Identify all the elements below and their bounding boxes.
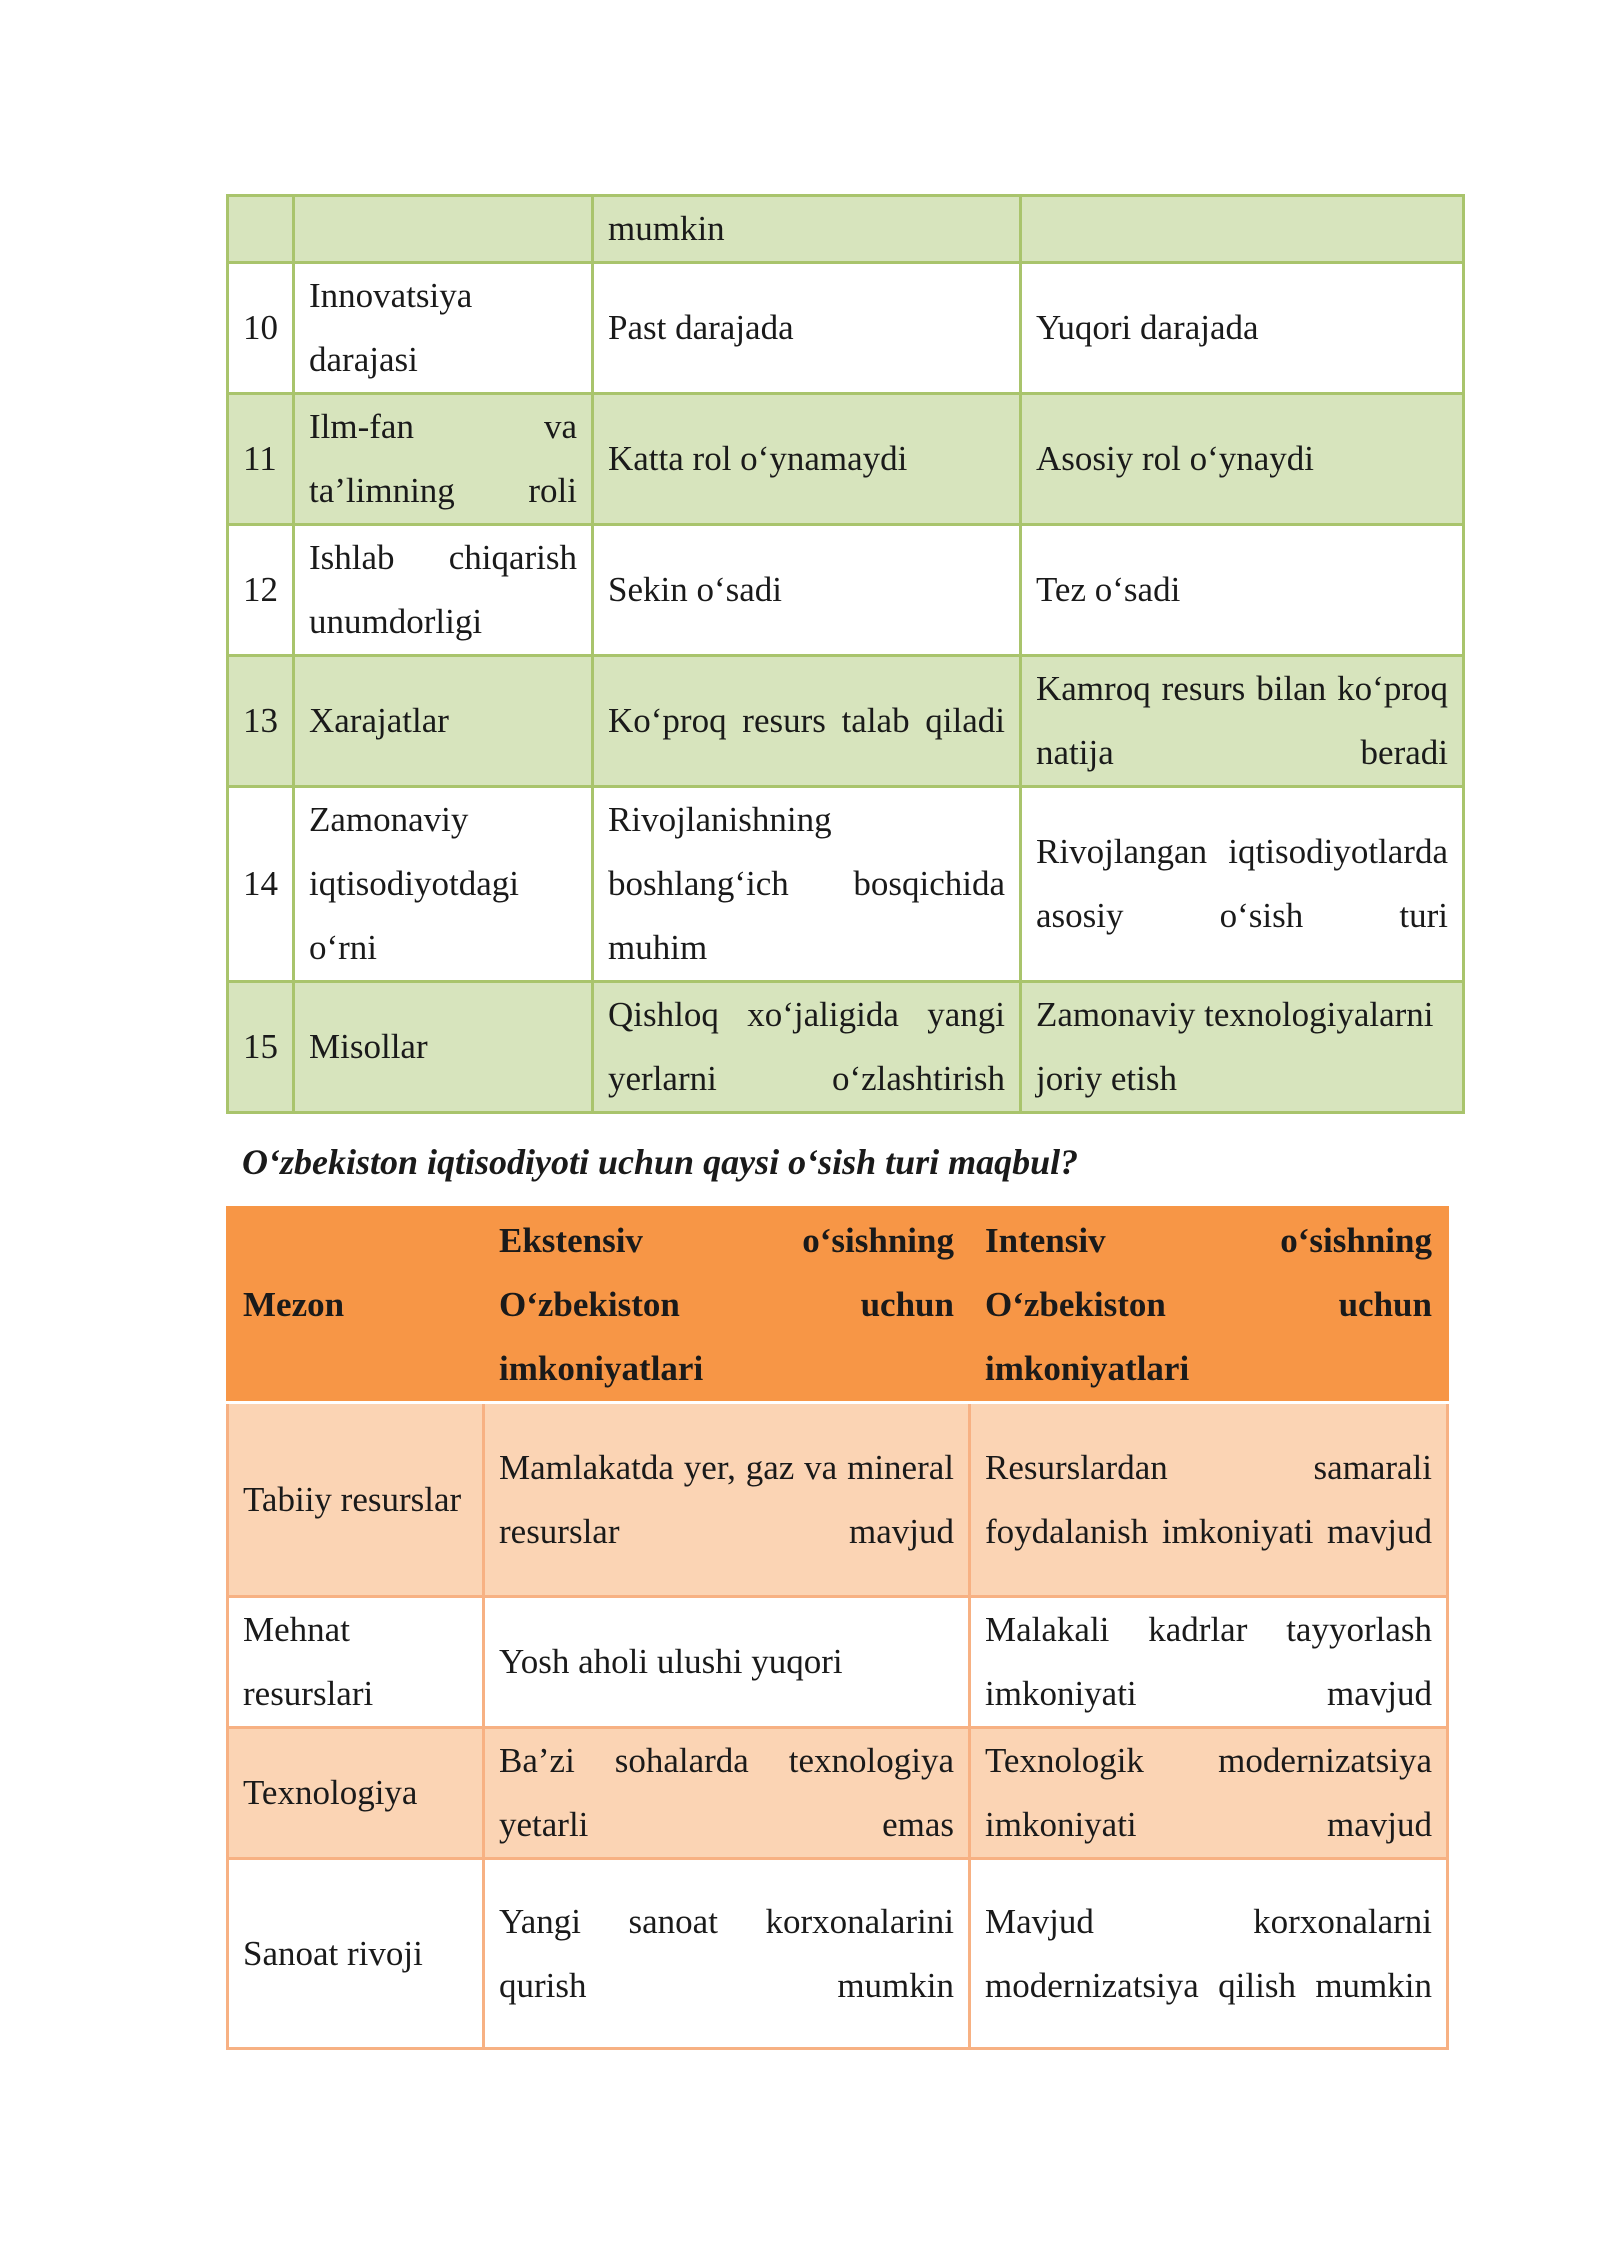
table-row <box>228 1859 1448 2049</box>
table-header-row <box>228 1208 1448 1403</box>
criterion-cell <box>294 196 593 263</box>
extensive-cell: Past darajada <box>593 263 1021 394</box>
criterion-cell: Mehnat resurslari <box>228 1597 484 1728</box>
criterion-cell: Zamonaviy iqtisodiyotdagi o‘rni <box>294 787 593 982</box>
table-row <box>228 1597 1448 1728</box>
intensive-cell: Yuqori darajada <box>1021 263 1464 394</box>
table-row <box>228 656 1464 787</box>
table-row <box>228 1728 1448 1859</box>
table-row <box>228 263 1464 394</box>
intensive-cell: Resurslardan samarali foydalanish imkoniyati mavjud <box>970 1403 1448 1597</box>
extensive-cell: Sekin o‘sadi <box>593 525 1021 656</box>
table-row <box>228 982 1464 1113</box>
header-mezon: Mezon <box>228 1208 484 1403</box>
header-extensive: Ekstensiv o‘sishning O‘zbekiston uchun imkoniyatlari <box>484 1208 970 1403</box>
criterion-cell: Innovatsiya darajasi <box>294 263 593 394</box>
criterion-cell: Ishlab chiqarish unumdorligi <box>294 525 593 656</box>
header-intensive: Intensiv o‘sishning O‘zbekiston uchun imkoniyatlari <box>970 1208 1448 1403</box>
criterion-cell: Xarajatlar <box>294 656 593 787</box>
row-number: 15 <box>228 982 294 1113</box>
intensive-cell: Tez o‘sadi <box>1021 525 1464 656</box>
intensive-cell: Rivojlangan iqtisodiyotlarda asosiy o‘sish turi <box>1021 787 1464 982</box>
table-row <box>228 1403 1448 1597</box>
intensive-cell: Texnologik modernizatsiya imkoniyati mavjud <box>970 1728 1448 1859</box>
criterion-cell: Texnologiya <box>228 1728 484 1859</box>
row-number: 14 <box>228 787 294 982</box>
intensive-cell: Kamroq resurs bilan ko‘proq natija beradi <box>1021 656 1464 787</box>
criterion-cell: Tabiiy resurslar <box>228 1403 484 1597</box>
extensive-cell: Qishloq xo‘jaligida yangi yerlarni o‘zlashtirish <box>593 982 1021 1113</box>
table-row <box>228 525 1464 656</box>
row-number: 10 <box>228 263 294 394</box>
intensive-cell: Asosiy rol o‘ynaydi <box>1021 394 1464 525</box>
intensive-cell: Mavjud korxonalarni modernizatsiya qilish mumkin <box>970 1859 1448 2049</box>
row-number: 13 <box>228 656 294 787</box>
extensive-cell: mumkin <box>593 196 1021 263</box>
table-row <box>228 196 1464 263</box>
criterion-cell: Ilm-fan va ta’limning roli <box>294 394 593 525</box>
row-number <box>228 196 294 263</box>
table-row <box>228 394 1464 525</box>
extensive-cell: Yangi sanoat korxonalarini qurish mumkin <box>484 1859 970 2049</box>
criterion-cell: Sanoat rivoji <box>228 1859 484 2049</box>
row-number: 12 <box>228 525 294 656</box>
comparison-table-green <box>226 194 1465 1114</box>
criterion-cell: Misollar <box>294 982 593 1113</box>
extensive-cell: Yosh aholi ulushi yuqori <box>484 1597 970 1728</box>
intensive-cell <box>1021 196 1464 263</box>
extensive-cell: Katta rol o‘ynamaydi <box>593 394 1021 525</box>
extensive-cell: Ba’zi sohalarda texnologiya yetarli emas <box>484 1728 970 1859</box>
extensive-cell: Ko‘proq resurs talab qiladi <box>593 656 1021 787</box>
uzbekistan-growth-table <box>226 1206 1449 2050</box>
section-heading: O‘zbekiston iqtisodiyoti uchun qaysi o‘sish turi maqbul? <box>242 1142 1079 1182</box>
extensive-cell: Mamlakatda yer, gaz va mineral resurslar mavjud <box>484 1403 970 1597</box>
extensive-cell: Rivojlanishning boshlang‘ich bosqichida muhim <box>593 787 1021 982</box>
row-number: 11 <box>228 394 294 525</box>
table-row <box>228 787 1464 982</box>
intensive-cell: Zamonaviy texnologiyalarni joriy etish <box>1021 982 1464 1113</box>
intensive-cell: Malakali kadrlar tayyorlash imkoniyati mavjud <box>970 1597 1448 1728</box>
